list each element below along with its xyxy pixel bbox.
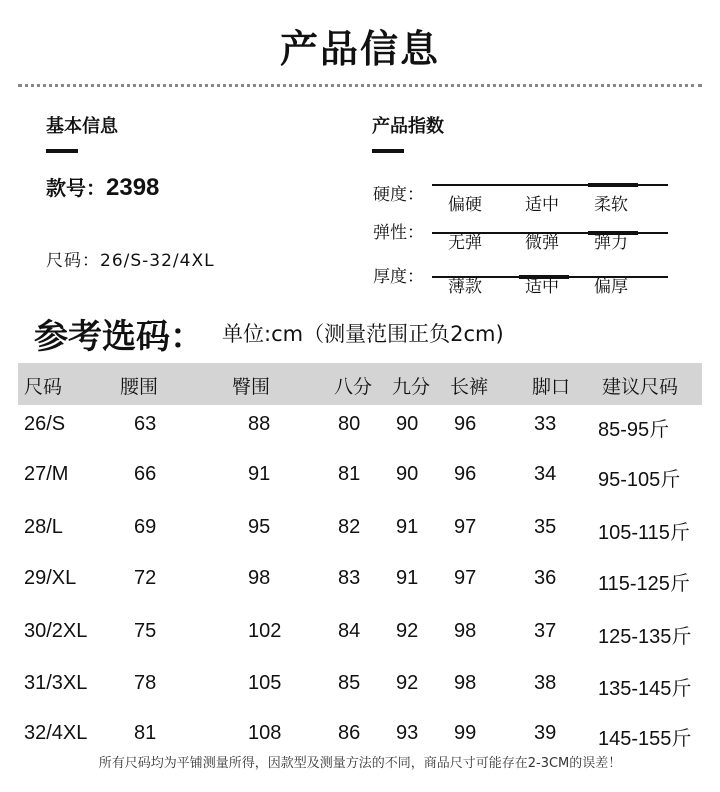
index-label: 厚度： bbox=[373, 267, 424, 287]
table-cell: 92 bbox=[396, 620, 419, 642]
index-option: 柔软 bbox=[594, 195, 628, 215]
table-cell: 75 bbox=[134, 620, 157, 642]
style-number-value: 2398 bbox=[106, 174, 160, 201]
table-cell: 81 bbox=[134, 722, 157, 744]
table-cell: 105 bbox=[248, 672, 282, 694]
table-row-size: 28/L bbox=[24, 516, 63, 538]
column-header: 脚口 bbox=[532, 376, 571, 398]
style-number bbox=[46, 172, 159, 202]
footnote: 所有尺码均为平铺测量所得，因款型及测量方法的不同，商品尺寸可能存在2-3CM的误差！ bbox=[98, 756, 622, 771]
index-label: 弹性： bbox=[373, 223, 424, 243]
table-cell: 95-105斤 bbox=[598, 469, 681, 491]
table-cell: 105-115斤 bbox=[598, 522, 690, 544]
table-cell: 145-155斤 bbox=[598, 728, 692, 750]
measure-unit: 单位:cm（测量范围正负2cm) bbox=[222, 322, 504, 346]
table-cell: 98 bbox=[454, 672, 477, 694]
index-option: 偏硬 bbox=[448, 195, 482, 215]
table-cell: 96 bbox=[454, 463, 477, 485]
table-cell: 85 bbox=[338, 672, 361, 694]
table-cell: 38 bbox=[534, 672, 557, 694]
table-cell: 33 bbox=[534, 413, 557, 435]
table-cell: 83 bbox=[338, 567, 361, 589]
table-cell: 115-125斤 bbox=[598, 573, 690, 595]
column-header: 长裤 bbox=[450, 376, 489, 398]
table-cell: 34 bbox=[534, 463, 557, 485]
table-cell: 80 bbox=[338, 413, 361, 435]
table-cell: 95 bbox=[248, 516, 271, 538]
table-cell: 97 bbox=[454, 516, 477, 538]
index-option: 适中 bbox=[525, 195, 559, 215]
table-row-size: 30/2XL bbox=[24, 620, 88, 642]
index-option: 适中 bbox=[525, 277, 559, 297]
table-cell: 98 bbox=[454, 620, 477, 642]
product-index-heading: 产品指数 bbox=[372, 116, 444, 137]
table-cell: 96 bbox=[454, 413, 477, 435]
table-cell: 86 bbox=[338, 722, 361, 744]
product-index-underline bbox=[372, 149, 404, 153]
table-cell: 81 bbox=[338, 463, 361, 485]
table-cell: 91 bbox=[396, 567, 419, 589]
index-option: 偏厚 bbox=[594, 277, 628, 297]
dotted-divider bbox=[18, 84, 702, 87]
table-cell: 108 bbox=[248, 722, 282, 744]
table-cell: 36 bbox=[534, 567, 557, 589]
table-row-size: 29/XL bbox=[24, 567, 77, 589]
table-row-size: 31/3XL bbox=[24, 672, 88, 694]
table-cell: 82 bbox=[338, 516, 361, 538]
basic-info-underline bbox=[46, 149, 78, 153]
table-cell: 35 bbox=[534, 516, 557, 538]
table-cell: 84 bbox=[338, 620, 361, 642]
table-cell: 85-95斤 bbox=[598, 419, 670, 441]
table-cell: 91 bbox=[248, 463, 271, 485]
table-cell: 90 bbox=[396, 413, 419, 435]
index-option: 微弹 bbox=[525, 233, 559, 253]
table-cell: 125-135斤 bbox=[598, 626, 692, 648]
table-cell: 37 bbox=[534, 620, 557, 642]
index-option: 弹力 bbox=[594, 233, 628, 253]
index-option: 薄款 bbox=[448, 277, 482, 297]
table-cell: 98 bbox=[248, 567, 271, 589]
table-cell: 69 bbox=[134, 516, 157, 538]
column-header: 建议尺码 bbox=[602, 376, 679, 398]
table-cell: 72 bbox=[134, 567, 157, 589]
size-range: 尺码：26/S-32/4XL bbox=[46, 251, 215, 271]
table-cell: 66 bbox=[134, 463, 157, 485]
style-number-label: 款号： bbox=[46, 176, 106, 200]
table-cell: 39 bbox=[534, 722, 557, 744]
table-cell: 90 bbox=[396, 463, 419, 485]
table-cell: 92 bbox=[396, 672, 419, 694]
table-cell: 88 bbox=[248, 413, 271, 435]
column-header: 八分 bbox=[334, 376, 373, 398]
table-cell: 91 bbox=[396, 516, 419, 538]
basic-info-heading: 基本信息 bbox=[46, 116, 118, 137]
reference-title: 参考选码： bbox=[34, 317, 204, 357]
column-header: 尺码 bbox=[24, 376, 63, 398]
table-cell: 135-145斤 bbox=[598, 678, 692, 700]
index-option: 无弹 bbox=[448, 233, 482, 253]
index-selected-marker bbox=[588, 183, 638, 187]
table-row-size: 32/4XL bbox=[24, 722, 88, 744]
table-cell: 99 bbox=[454, 722, 477, 744]
column-header: 腰围 bbox=[120, 376, 159, 398]
index-label: 硬度： bbox=[373, 185, 424, 205]
table-cell: 97 bbox=[454, 567, 477, 589]
table-row-size: 26/S bbox=[24, 413, 66, 435]
column-header: 九分 bbox=[392, 376, 431, 398]
column-header: 臀围 bbox=[232, 376, 271, 398]
table-cell: 102 bbox=[248, 620, 282, 642]
table-cell: 63 bbox=[134, 413, 157, 435]
table-cell: 78 bbox=[134, 672, 157, 694]
table-cell: 93 bbox=[396, 722, 419, 744]
page-title: 产品信息 bbox=[279, 27, 440, 71]
table-row-size: 27/M bbox=[24, 463, 69, 485]
